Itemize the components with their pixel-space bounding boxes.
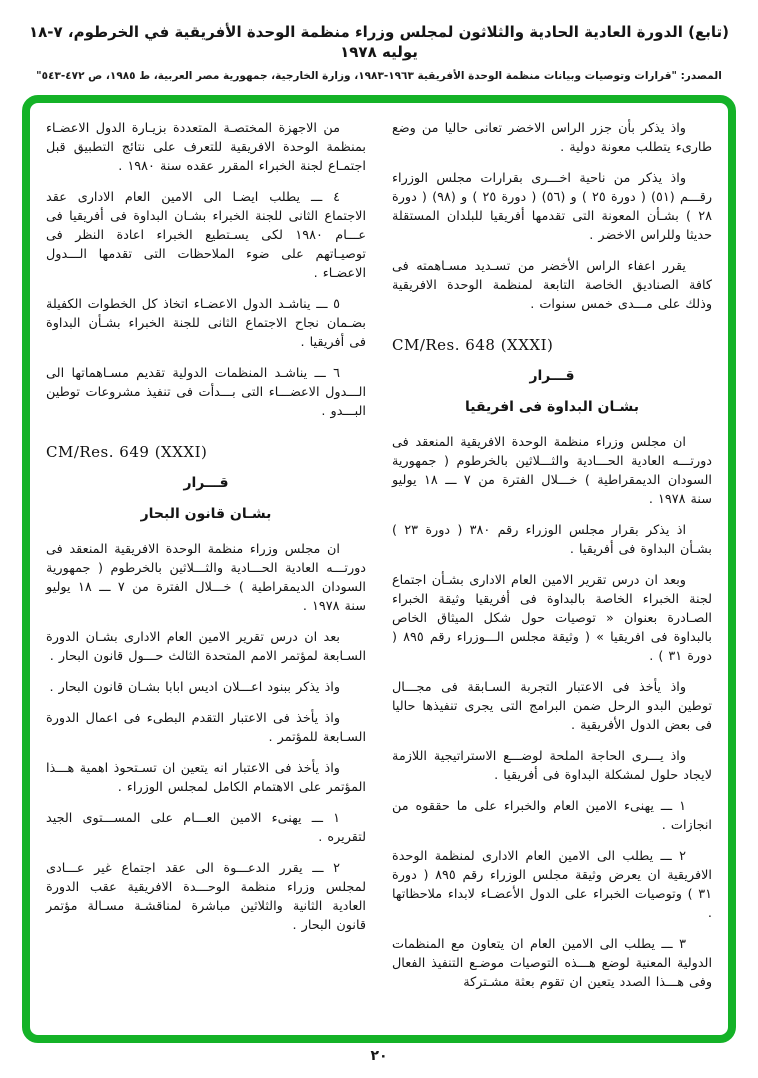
column-left <box>46 119 366 1025</box>
paragraph: اذ يذكر بقرار مجلس الوزراء رقم ٣٨٠ ( دورة ٢٣ ) بشـأن البداوة فى أفريقيا . <box>392 523 712 557</box>
resolution-ref-648: CM/Res. 648 (XXXI) <box>392 336 554 354</box>
resolution-heading: قـــرار <box>183 475 229 491</box>
content-frame <box>22 95 736 1043</box>
resolution-subject: بشـان البداوة فى افريقيا <box>464 399 640 415</box>
paragraph: واذ يأخذ فى الاعتبار التجربة السـابقة فى مجـــال توطين البدو الرحل ضمن البرامج التى يجرى تنفيذها حاليا فى بعض الدول الأفريقية . <box>392 680 712 733</box>
resolution-subject: بشـان قانون البحار <box>140 506 272 522</box>
numbered-item-4: ٤ ـــ يطلب ايضـا الى الامين العام الادارى عقد الاجتماع الثانى للجنة الخبراء بشـان البداوة فى أفريقيا فى عـــام ١٩٨٠ لكى يسـتطيع الخبراء اعادة النظر فى توصيـاتهم على ضوء الملاحظات التى تقدمها الـــدول الاعضـاء . <box>46 190 366 281</box>
numbered-item-5: ٥ ـــ يناشـد الدول الاعضـاء اتخاذ كل الخطوات الكفيلة بضـمان نجاح الاجتماع الثانى للجنة الخبراء بشـأن البداوة فى أفريقيا . <box>46 297 366 350</box>
numbered-item-1: ١ ـــ يهنىء الامين العام والخبراء على ما حققوه من انجازات . <box>392 799 712 833</box>
paragraph: واذ يذكر بأن جزر الراس الاخضر تعانى حاليا من وضع طارىء يتطلب معونة دولية . <box>392 121 712 155</box>
resolution-ref-649: CM/Res. 649 (XXXI) <box>46 443 208 461</box>
resolution-heading: قـــرار <box>529 368 575 384</box>
session-title: (تابع) الدورة العادية الحادية والثلاثون لمجلس وزراء منظمة الوحدة الأفريقية في الخرطوم، ٧-١٨ يوليه ١٩٧٨ <box>28 23 730 62</box>
numbered-item-3: ٣ ـــ يطلب الى الامين العام ان يتعاون مع المنظمات الدولية المعنية لوضع هـــذه التوصيات موضـع التنفيذ الفعال وفى هـــذا الصدد يتعين ان تقوم بعثة مشـتركة <box>392 937 712 990</box>
page-header <box>0 0 758 82</box>
paragraph: ان مجلس وزراء منظمة الوحدة الافريقية المنعقد فى دورتـــه العادية الحـــادية والثـــلاثين بالخرطوم ( جمهورية السودان الديمقراطية ) خـــلال الفترة من ٧ ـــ ١٨ يوليو سنة ١٩٧٨ . <box>46 542 366 614</box>
paragraph: واذ يذكر من ناحية اخـــرى بقرارات مجلس الوزراء رقـــم (٥١) ( دورة ٢٥ ) و (٥٦) ( دورة ٢٥ ) و (٩٨) ( دورة ٢٨ ) بشـأن المعونة التى تقدمها أفريقيا للبلدان المستقلة حديثا وللراس الاخضر . <box>392 171 713 243</box>
numbered-item-2: ٢ ـــ يقرر الدعـــوة الى عقد اجتماع غير عـــادى لمجلس وزراء منظمة الوحـــدة الافريقية عقب الدورة العادية الثانية والثلاثين مباشرة لمناقشـة مسـالة مؤتمر قانون البحار . <box>46 861 366 933</box>
paragraph: واذ يذكر ببنود اعـــلان اديس ابابا بشـان قانون البحار . <box>49 680 340 695</box>
paragraph: واذ يـــرى الحاجة الملحة لوضـــع الاستراتيجية اللازمة لايجاد حلول لمشكلة البداوة فى أفريقيا . <box>392 749 712 783</box>
paragraph: بعد ان درس تقرير الامين العام الادارى بشـان الدورة السـابعة لمؤتمر الامم المتحدة الثالث حـــول قانون البحار . <box>46 630 366 664</box>
paragraph: يقرر اعفاء الراس الأخضر من تسـديد مسـاهمته فى كافة الصناديق الخاصة التابعة لمنظمة الوحدة الافريقية وذلك على مـــدى خمس سنوات . <box>392 259 712 312</box>
paragraph: واذ يأخذ فى الاعتبار انه يتعين ان تسـتحوذ اهمية هـــذا المؤتمر على الاهتمام الكامل لمجلس الوزراء . <box>46 761 366 795</box>
source-citation: المصدر: "قرارات وتوصيات وبيانات منظمة الوحدة الأفريقية ١٩٦٣-١٩٨٣، وزارة الخارجية، جمهورية مصر العربية، ط ١٩٨٥، ص ٤٧٢-٥٤٣" <box>36 69 722 82</box>
paragraph: من الاجهزة المختصـة المتعددة بزيـارة الدول الاعضـاء بمنظمة الوحدة الافريقية للتعرف على نتائج التطبيق قبل اجتمـاع لجنة الخبراء المقرر عقده سنة ١٩٨٠ . <box>46 121 366 174</box>
numbered-item-2: ٢ ـــ يطلب الى الامين العام الادارى لمنظمة الوحدة الافريقية ان يعرض وثيقة مجلس الوزراء رقم ٨٩٥ ( دورة ٣١ ) وتوصيات الخبراء على الدول الأعضـاء لابداء ملاحظاتها . <box>392 849 712 921</box>
two-column-layout <box>46 119 712 1025</box>
numbered-item-1: ١ ـــ يهنىء الامين العـــام على المســـتوى الجيد لتقريره . <box>46 811 366 845</box>
numbered-item-6: ٦ ـــ يناشـد المنظمات الدولية تقديم مسـاهماتها الى الـــدول الاعضـــاء التى بـــدأت فى تنفيذ مشروعات توطين البـــدو . <box>46 366 366 419</box>
paragraph: واذ يأخذ فى الاعتبار التقدم البطىء فى اعمال الدورة السـابعة للمؤتمر . <box>46 711 366 745</box>
page-number: ٢٠ <box>370 1048 388 1064</box>
paragraph: وبعد ان درس تقرير الامين العام الادارى بشـأن اجتماع لجنة الخبراء الخاصة بالبداوة فى أفريقيا وثيقة الخبراء الصـادرة بعنوان « توصيات حول شكل الميثاق الخاص بالبداوة فى افريقيا » ( وثيقة مجلس الـــوزراء رقم ٨٩٥ ( دورة ٣١ ) . <box>392 573 712 664</box>
column-right <box>392 119 712 1025</box>
paragraph: ان مجلس وزراء منظمة الوحدة الافريقية المنعقد فى دورتـــه العادية الحـــادية والثـــلاثين بالخرطوم ( جمهورية السودان الديمقراطية ) خـــلال الفترة من ٧ ـــ ١٨ يوليو سنة ١٩٧٨ . <box>392 435 712 507</box>
